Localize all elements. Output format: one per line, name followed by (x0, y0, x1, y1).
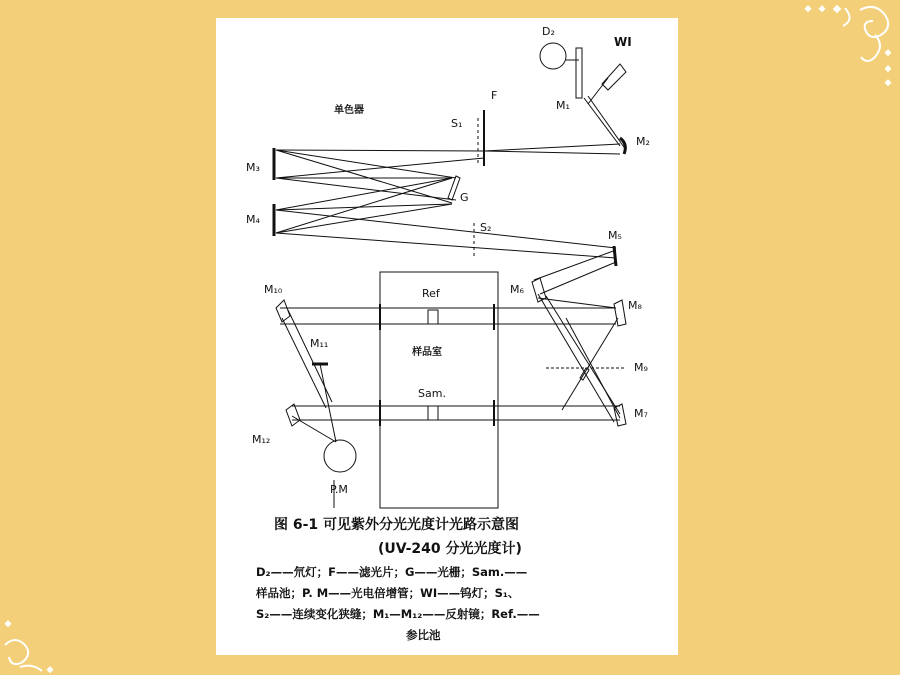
label-m6: M₆ (510, 283, 524, 296)
label-m4: M₄ (246, 213, 260, 226)
label-m5: M₅ (608, 229, 622, 242)
label-pm: P.M (330, 483, 348, 496)
tungsten-lamp-icon (602, 64, 626, 90)
photomultiplier-icon (324, 440, 356, 472)
label-sample-chamber: 样品室 (412, 347, 442, 358)
legend-line: S₂——连续变化狭缝；M₁—M₁₂——反射镜；Ref.—— (256, 607, 540, 621)
figure-panel (216, 18, 678, 655)
label-s2: S₂ (480, 221, 492, 234)
label-m9: M₉ (634, 361, 648, 374)
corner-ornament-bottom-left (0, 615, 70, 675)
grating-icon (448, 176, 460, 200)
label-ref: Ref (422, 287, 440, 300)
label-m1: M₁ (556, 99, 570, 112)
label-f: F (491, 89, 498, 102)
label-m12: M₁₂ (252, 433, 271, 446)
legend-line: 样品池；P. M——光电倍增管；WI——钨灯；S₁、 (256, 586, 520, 600)
legend-line: D₂——氘灯；F——滤光片；G——光栅；Sam.—— (256, 565, 528, 579)
label-wi: WI (614, 35, 632, 49)
label-m11: M₁₁ (310, 337, 329, 350)
label-sam: Sam. (418, 387, 446, 400)
sample-cell-icon (428, 406, 438, 420)
mirror-m7-icon (614, 404, 626, 426)
label-monochromator: 单色器 (334, 105, 364, 116)
corner-ornament-top-right (800, 0, 900, 90)
mirror-m10-icon (276, 300, 290, 322)
label-m10: M₁₀ (264, 283, 283, 296)
caption-subtitle: (UV-240 分光光度计) (378, 541, 522, 557)
label-m7: M₇ (634, 407, 648, 420)
mirror-m12-icon (286, 404, 300, 426)
label-s1: S₁ (451, 117, 463, 130)
label-d2: D₂ (542, 25, 555, 38)
caption-title: 图 6-1 可见紫外分光光度计光路示意图 (274, 517, 520, 533)
label-m2: M₂ (636, 135, 650, 148)
d2-lamp-icon (540, 43, 566, 69)
legend-line: 参比池 (406, 628, 441, 642)
optical-path-diagram (216, 18, 678, 518)
reference-cell-icon (428, 310, 438, 324)
label-m8: M₈ (628, 299, 642, 312)
label-m3: M₃ (246, 161, 260, 174)
label-g: G (460, 191, 469, 204)
